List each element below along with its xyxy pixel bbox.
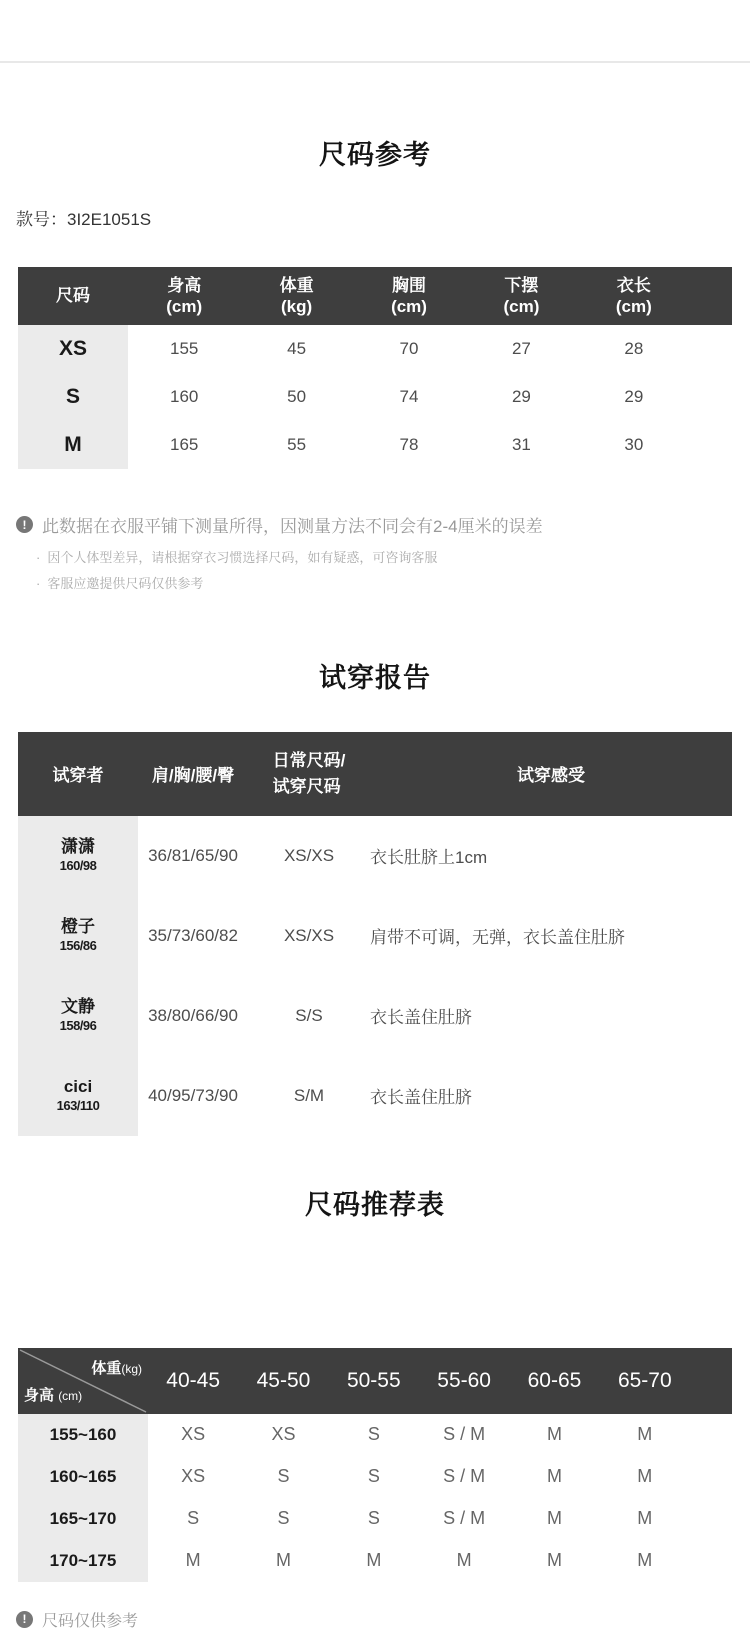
recommended-size: M <box>275 1550 291 1571</box>
table-row <box>18 421 732 469</box>
col-header-sizes-line1: 日常尺码/ <box>272 751 346 771</box>
size-reference-section <box>0 63 750 593</box>
size-table-header-row <box>18 267 732 325</box>
cell-hem: 27 <box>511 339 531 358</box>
cell-hem: 29 <box>511 387 531 406</box>
recommended-size: S <box>187 1508 200 1529</box>
col-header-size <box>18 285 128 306</box>
sizes-cell: S/S <box>295 1005 323 1025</box>
size-label: XS <box>18 325 128 373</box>
recommended-size: M <box>637 1424 653 1445</box>
exclamation-icon: ! <box>16 516 33 533</box>
recommended-size: M <box>637 1508 653 1529</box>
col-header-feedback: 试穿感受 <box>517 766 585 786</box>
recommended-size: XS <box>271 1424 296 1445</box>
cell-length: 29 <box>624 387 644 406</box>
feedback-cell: 衣长肚脐上1cm <box>370 848 488 868</box>
size-label: M <box>18 421 128 469</box>
recommended-size: M <box>456 1550 472 1571</box>
height-range-label: 155~160 <box>18 1414 148 1456</box>
col-header-weight-unit: (kg) <box>281 297 313 316</box>
recommended-size: M <box>546 1550 562 1571</box>
table-row <box>18 1498 732 1540</box>
recommended-size: M <box>637 1550 653 1571</box>
sizes-cell: XS/XS <box>283 925 335 945</box>
weight-range-header: 60-65 <box>527 1368 582 1392</box>
sizes-cell: S/M <box>293 1085 325 1105</box>
recommended-size: M <box>185 1550 201 1571</box>
cell-height: 155 <box>170 339 199 358</box>
height-range-label: 165~170 <box>18 1498 148 1540</box>
note-line <box>36 550 732 567</box>
cell-weight: 45 <box>287 339 307 358</box>
weight-range-header: 55-60 <box>437 1368 491 1392</box>
corner-weight-label: 体重(kg) <box>91 1359 142 1377</box>
col-header-hem <box>465 275 577 318</box>
col-header-sizes <box>248 748 370 799</box>
col-header-length <box>578 275 690 318</box>
cell-hem: 31 <box>511 435 531 454</box>
table-row <box>18 1056 732 1136</box>
corner-height-label: 身高 (cm) <box>24 1386 83 1404</box>
tester-name: cici <box>63 1077 93 1097</box>
recommended-size: S / M <box>443 1508 486 1529</box>
measurements-cell: 38/80/66/90 <box>148 1005 238 1025</box>
tester-cell <box>18 896 138 976</box>
recommended-size: S <box>277 1466 290 1487</box>
bullet-icon: · <box>36 575 41 591</box>
recommended-size: S <box>277 1508 290 1529</box>
recommended-size: M <box>637 1466 653 1487</box>
top-divider <box>0 0 750 63</box>
style-number <box>16 205 750 230</box>
col-header-size-label: 尺码 <box>56 286 90 306</box>
feedback-cell: 衣长盖住肚脐 <box>370 1088 472 1108</box>
col-header-measurements: 肩/胸/腰/臀 <box>151 766 235 786</box>
size-recommendation-title: 尺码推荐表 <box>305 1189 445 1220</box>
size-recommendation-table <box>18 1348 732 1582</box>
weight-range-header: 65-70 <box>617 1368 672 1392</box>
tester-cell <box>18 1056 138 1136</box>
recommendation-header-row <box>18 1348 732 1414</box>
reference-only-note <box>16 1608 732 1631</box>
recommended-size: S <box>367 1508 380 1529</box>
note-line <box>36 576 732 593</box>
weight-range-header: 40-45 <box>166 1368 221 1392</box>
tester-stats: 156/86 <box>59 937 97 953</box>
bullet-icon: · <box>36 550 41 565</box>
tester-stats: 163/110 <box>56 1097 100 1113</box>
weight-range-header: 50-55 <box>346 1368 401 1392</box>
tester-name: 橙子 <box>61 917 95 937</box>
col-header-bust-unit: (cm) <box>391 297 427 316</box>
col-header-height <box>128 275 240 318</box>
recommended-size: XS <box>181 1424 206 1445</box>
fit-table-header-row <box>18 732 732 816</box>
cell-bust: 70 <box>399 339 419 358</box>
col-header-hem-unit: (cm) <box>503 297 540 316</box>
tester-cell <box>18 976 138 1056</box>
recommended-size: M <box>546 1508 562 1529</box>
reference-only-text: 尺码仅供参考 <box>42 1612 139 1630</box>
table-row <box>18 1540 732 1582</box>
col-header-tester: 试穿者 <box>52 766 104 786</box>
size-label: S <box>18 373 128 421</box>
cell-height: 160 <box>170 387 199 406</box>
fit-report-section <box>0 602 750 1136</box>
measurements-cell: 36/81/65/90 <box>148 845 238 865</box>
height-range-label: 170~175 <box>18 1540 148 1582</box>
sizes-cell: XS/XS <box>283 845 335 865</box>
feedback-cell: 衣长盖住肚脐 <box>370 1008 472 1028</box>
measurement-note-text: 此数据在衣服平铺下测量所得，因测量方法不同会有2-4厘米的误差 <box>42 517 543 536</box>
table-row <box>18 373 732 421</box>
cell-weight: 50 <box>287 387 307 406</box>
style-number-label: 款号： <box>16 210 67 229</box>
col-header-weight <box>240 275 352 318</box>
note-text: 客服应邀提供尺码仅供参考 <box>47 575 204 591</box>
col-header-length-label: 衣长 <box>616 275 651 295</box>
col-header-height-unit: (cm) <box>166 297 203 316</box>
corner-cell <box>18 1348 148 1414</box>
measurement-note <box>16 512 732 537</box>
table-row <box>18 325 732 373</box>
table-row <box>18 1414 732 1456</box>
recommended-size: S <box>367 1424 380 1445</box>
table-row <box>18 896 732 976</box>
recommended-size: M <box>546 1466 562 1487</box>
col-header-length-unit: (cm) <box>615 297 652 316</box>
col-header-weight-label: 体重 <box>279 275 314 295</box>
col-header-bust-label: 胸围 <box>392 275 427 295</box>
recommended-size: XS <box>181 1466 206 1487</box>
tester-cell <box>18 816 138 896</box>
recommended-size: M <box>366 1550 382 1571</box>
recommended-size: M <box>546 1424 562 1445</box>
style-number-value: 3I2E1051S <box>67 210 152 229</box>
table-row <box>18 1456 732 1498</box>
size-reference-title: 尺码参考 <box>319 140 431 170</box>
tester-name: 文静 <box>61 997 95 1017</box>
measurements-cell: 40/95/73/90 <box>148 1085 238 1105</box>
cell-bust: 74 <box>399 387 419 406</box>
tester-name: 潇潇 <box>61 837 95 857</box>
col-header-bust <box>353 275 465 318</box>
height-range-label: 160~165 <box>18 1456 148 1498</box>
size-recommendation-section <box>0 1136 750 1631</box>
cell-weight: 55 <box>287 435 307 454</box>
secondary-notes <box>36 550 732 593</box>
cell-height: 165 <box>170 435 199 454</box>
recommended-size: S / M <box>443 1424 486 1445</box>
measurements-cell: 35/73/60/82 <box>148 925 238 945</box>
feedback-cell: 肩带不可调，无弹，衣长盖住肚脐 <box>370 928 625 948</box>
exclamation-icon: ! <box>16 1611 33 1628</box>
cell-bust: 78 <box>399 435 419 454</box>
tester-stats: 160/98 <box>59 857 97 873</box>
weight-range-header: 45-50 <box>256 1368 311 1392</box>
fit-report-table <box>18 732 732 1136</box>
recommended-size: S <box>367 1466 380 1487</box>
cell-length: 30 <box>624 435 644 454</box>
note-text: 因个人体型差异，请根据穿衣习惯选择尺码，如有疑惑，可咨询客服 <box>47 550 438 565</box>
col-header-sizes-line2: 试穿尺码 <box>272 776 341 796</box>
recommended-size: S / M <box>443 1466 486 1487</box>
table-row <box>18 816 732 896</box>
col-header-height-label: 身高 <box>167 275 202 295</box>
size-reference-table <box>18 267 732 469</box>
table-row <box>18 976 732 1056</box>
fit-report-title: 试穿报告 <box>319 662 431 693</box>
tester-stats: 158/96 <box>59 1017 97 1033</box>
cell-length: 28 <box>624 339 644 358</box>
col-header-hem-label: 下摆 <box>504 275 539 295</box>
